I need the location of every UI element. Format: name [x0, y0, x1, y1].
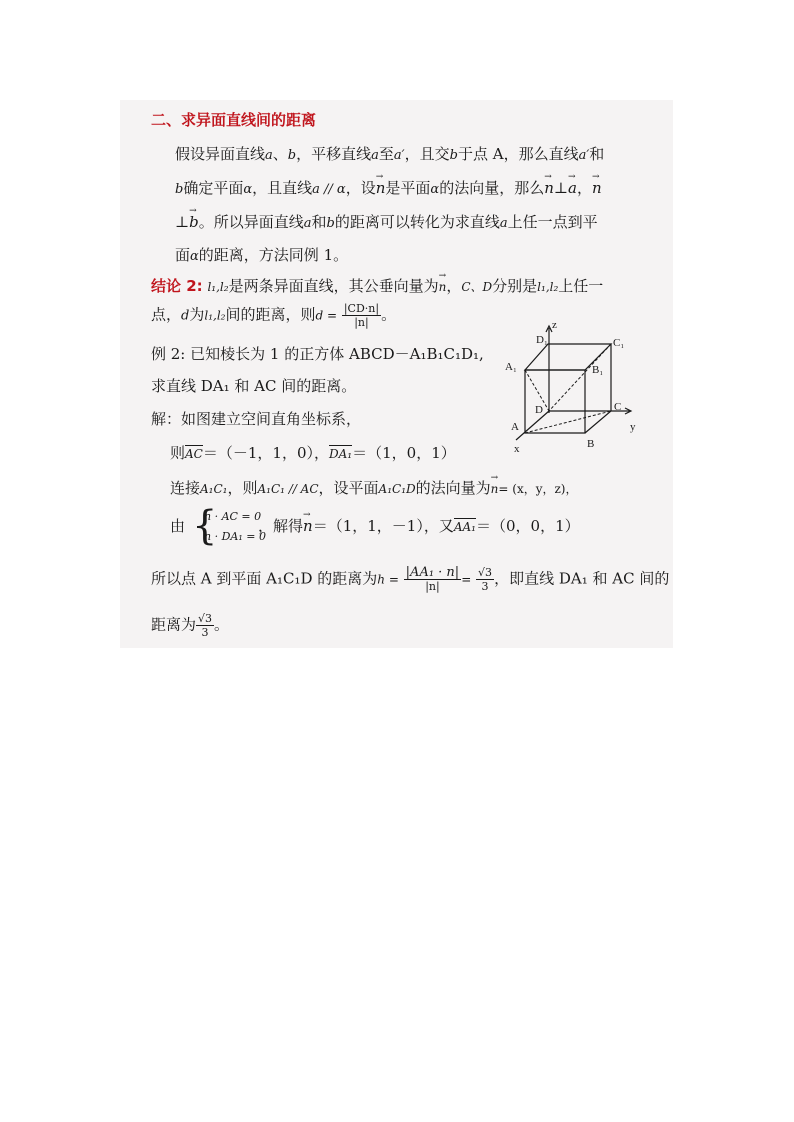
- label-c1: C₁: [613, 337, 625, 349]
- para-line-2: b确定平面α，且直线a // α，设→ n是平面α的法向量，那么→ n⊥→ a，→ n: [175, 178, 602, 200]
- para-line-3: ⊥→ b。所以异面直线a和b的距离可以转化为求直线a上任一点到平: [175, 212, 598, 234]
- equation-2: n · DA₁ = 0: [204, 530, 266, 543]
- answer-fraction: $\frac{√3}{3}$: [198, 612, 213, 639]
- label-b: B: [587, 438, 595, 450]
- label-y: y: [630, 421, 636, 433]
- section-title: 二、求异面直线间的距离: [151, 111, 317, 129]
- cube-figure: [500, 318, 650, 458]
- solution-line-5: 所以点 A 到平面 A₁C₁D 的距离为h = $\frac{\text{|AA₁ · n|}}{|n|}$ = $\frac{√3}{3}$ ，即直线 DA₁ 和 AC 间的: [151, 565, 670, 593]
- conclusion-line-1: 结论 2: l₁,l₂是两条异面直线，其公垂向量为→ n，C、D分别是l₁,l₂上任一: [151, 276, 603, 297]
- label-d1: D₁: [536, 334, 548, 346]
- para-line-1: 假设异面直线a、b，平移直线a至a′，且交b于点 A，那么直线a′和: [175, 145, 605, 163]
- label-z: z: [552, 319, 557, 331]
- solution-line-6: 距离为 $\frac{√3}{3}$ 。: [151, 612, 230, 639]
- distance-fraction: $\frac{\text{|AA₁ · n|}}{|n|}$: [405, 565, 460, 593]
- solution-line-4: ，解得→ n＝（1，1，－1），又AA₁＝（0，0，1）: [258, 516, 580, 537]
- label-a1: A₁: [505, 361, 517, 373]
- solution-line-3: 连接A₁C₁，则A₁C₁ // AC，设平面A₁C₁D的法向量为→ n= (x，y，z)，: [170, 478, 578, 499]
- label-x: x: [514, 443, 520, 455]
- x-axis: [516, 411, 549, 440]
- example-line-2: 求直线 DA₁ 和 AC 间的距离。: [151, 377, 357, 395]
- solution-line-1: 解：如图建立空间直角坐标系，: [151, 410, 362, 428]
- distance-formula: $\frac{|CD\cdot n|}{|n|}$: [343, 302, 380, 329]
- example-line-1: 例 2: 已知棱长为 1 的正方体 ABCD－A₁B₁C₁D₁,: [151, 345, 484, 363]
- label-a: A: [511, 421, 519, 433]
- equation-1: n · AC = 0: [204, 510, 262, 523]
- conclusion-line-2: 点，d为l₁,l₂间的距离，则d = $\frac{|CD\cdot n|}{|n|}$ 。: [151, 302, 397, 329]
- para-line-4: 面α的距离，方法同例 1。: [175, 246, 349, 264]
- label-d: D: [535, 404, 543, 416]
- sqrt3-over-3: $\frac{√3}{3}$: [478, 566, 493, 593]
- solution-line-2: 则AC＝（－1，1，0），DA₁＝（1，0，1）: [170, 444, 456, 462]
- conclusion-label: 结论 2:: [151, 277, 203, 295]
- system-brace: {: [192, 503, 218, 549]
- label-c: C: [614, 401, 622, 413]
- label-b1: B₁: [592, 364, 604, 376]
- solution-line-4-label: 由: [170, 517, 186, 535]
